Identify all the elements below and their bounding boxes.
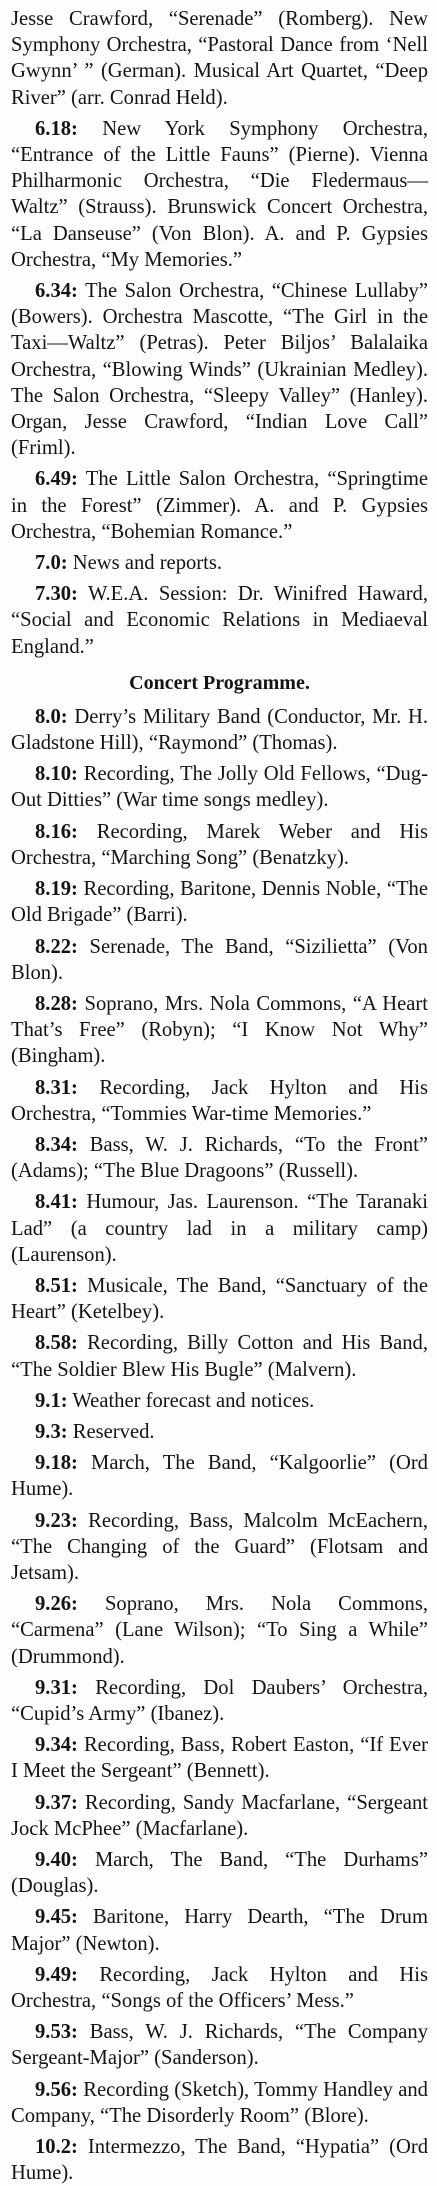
entry-time: 9.49: xyxy=(35,1963,78,1986)
programme-entry xyxy=(11,1591,428,1670)
entry-text: Recording, Bass, Robert Easton, “If Ever I Meet the Sergeant” (Bennett). xyxy=(11,1734,428,1783)
entry-text: Recording, Baritone, Dennis Noble, “The Old Brigade” (Barri). xyxy=(11,878,428,927)
entry-text: Recording, Bass, Malcolm McEachern, “The Changing of the Guard” (Flotsam and Jetsam). xyxy=(11,1509,428,1584)
programme-entry xyxy=(11,819,428,871)
entry-time: 9.31: xyxy=(35,1676,78,1699)
entry-text: Reserved. xyxy=(72,1420,155,1443)
entry-time: 9.23: xyxy=(35,1509,78,1532)
programme-entry xyxy=(11,1132,428,1184)
listing-entry xyxy=(11,581,428,660)
programme-entry xyxy=(11,1847,428,1899)
entry-time: 8.41: xyxy=(35,1191,78,1214)
entry-text: Weather forecast and notices. xyxy=(72,1389,315,1412)
programme-entry xyxy=(11,1330,428,1382)
programme-entry xyxy=(11,2019,428,2071)
listing-entry xyxy=(11,116,428,273)
entry-text: Recording, Billy Cotton and His Band, “The Soldier Blew His Bugle” (Malvern). xyxy=(11,1332,428,1381)
entry-time: 9.37: xyxy=(35,1791,78,1814)
entry-time: 8.34: xyxy=(35,1133,78,1156)
entry-time: 8.0: xyxy=(35,705,68,728)
programme-entry xyxy=(11,2134,428,2186)
section-heading: Concert Programme. xyxy=(129,671,310,694)
entry-text: Recording, The Jolly Old Fellows, “Dug-Out Ditties” (War time songs medley). xyxy=(11,763,428,812)
entry-time: 6.34: xyxy=(35,280,78,303)
programme-entry xyxy=(11,876,428,928)
entry-text: March, The Band, “The Durhams” (Douglas). xyxy=(11,1849,428,1898)
entry-text: Recording, Jack Hylton and His Orchestra, “Tommies War-time Memories.” xyxy=(11,1076,428,1125)
entry-text: Recording, Marek Weber and His Orchestra, “Marching Song” (Benatzky). xyxy=(11,820,428,869)
entry-time: 6.18: xyxy=(35,117,78,140)
programme-entry xyxy=(11,1508,428,1587)
entry-time: 9.40: xyxy=(35,1849,78,1871)
programme-entry xyxy=(11,1273,428,1325)
programme-entry xyxy=(11,1419,428,1445)
entry-time: 8.22: xyxy=(35,935,78,958)
entry-time: 7.0: xyxy=(35,552,68,575)
entry-text: Baritone, Harry Dearth, “The Drum Major” (Newton). xyxy=(11,1906,428,1955)
entry-text: The Salon Orchestra, “Chinese Lullaby” (Bowers). Orchestra Mascotte, “The Girl in the Taxi—Waltz” (Petras). Peter Biljos’ Balalaika Orchestra, “Blowing Winds” (Ukrainian Medley). The Salon Orchestra, “Sleepy Valley” (Hanley). Organ, Jesse Crawford, “Indian Love Call” (Friml). xyxy=(11,280,428,460)
listing-entry xyxy=(11,278,428,461)
entry-text: Jesse Crawford, “Serenade” (Romberg). New Symphony Orchestra, “Pastoral Dance from ‘Nell Gwynn’ ” (German). Musical Art Quartet, “Deep River” (arr. Conrad Held). xyxy=(11,8,428,109)
entry-text: The Little Salon Orchestra, “Springtime in the Forest” (Zimmer). A. and P. Gypsies Orchestra, “Bohemian Romance.” xyxy=(11,468,428,543)
entry-time: 9.26: xyxy=(35,1593,78,1616)
programme-entry xyxy=(11,1388,428,1414)
entry-time: 8.31: xyxy=(35,1076,78,1099)
entry-text: Soprano, Mrs. Nola Commons, “Carmena” (Lane Wilson); “To Sing a While” (Drummond). xyxy=(11,1593,428,1668)
entry-text: Recording (Sketch), Tommy Handley and Company, “The Disorderly Room” (Blore). xyxy=(11,2078,428,2127)
entry-time: 9.45: xyxy=(35,1906,78,1929)
listing-entry xyxy=(11,6,428,111)
entry-time: 8.51: xyxy=(35,1274,78,1297)
programme-entry xyxy=(11,1675,428,1727)
entry-text: Serenade, The Band, “Siziliettа” (Von Blon). xyxy=(11,935,428,984)
programme-entry xyxy=(11,2077,428,2129)
concert-programme xyxy=(11,704,428,2186)
programme-entry xyxy=(11,1790,428,1842)
evening-listings xyxy=(11,6,428,660)
entry-text: News and reports. xyxy=(72,552,223,575)
entry-time: 8.19: xyxy=(35,878,78,901)
programme-entry xyxy=(11,704,428,756)
entry-text: Humour, Jas. Laurenson. “The Taranaki Lad” (a country lad in a military camp) (Laurenson). xyxy=(11,1191,428,1266)
entry-time: 9.3: xyxy=(35,1420,68,1443)
programme-entry xyxy=(11,1904,428,1956)
entry-text: Recording, Dol Daubers’ Orchestra, “Cupid’s Army” (Ibanez). xyxy=(11,1676,428,1725)
entry-time: 8.10: xyxy=(35,763,78,786)
entry-time: 9.34: xyxy=(35,1734,78,1757)
entry-text: March, The Band, “Kalgoorlie” (Ord Hume). xyxy=(11,1452,428,1501)
entry-time: 8.58: xyxy=(35,1332,78,1355)
entry-time: 6.49: xyxy=(35,468,78,491)
entry-time: 8.28: xyxy=(35,992,78,1015)
programme-entry xyxy=(11,1075,428,1127)
programme-entry xyxy=(11,1732,428,1784)
entry-text: New York Symphony Orchestra, “Entrance of the Little Fauns” (Pierne). Vienna Philharmonic Orchestra, “Die Fledermaus—Waltz” (Strauss). Brunswick Concert Orchestra, “La Danseuse” (Von Blon). A. and P. Gypsies Orchestra, “My Memories.” xyxy=(11,117,428,271)
listing-entry xyxy=(11,550,428,576)
entry-text: Bass, W. J. Richards, “To the Front” (Adams); “The Blue Dragoons” (Russell). xyxy=(11,1133,428,1183)
entry-text: Intermezzo, The Band, “Hypatia” (Ord Hume). xyxy=(11,2136,428,2185)
programme-entry xyxy=(11,1189,428,1268)
entry-time: 9.18: xyxy=(35,1452,78,1475)
entry-time: 7.30: xyxy=(35,583,78,606)
programme-entry xyxy=(11,991,428,1070)
entry-text: Musicale, The Band, “Sanctuary of the Heart” (Ketelbey). xyxy=(11,1274,428,1324)
entry-text: Recording, Sandy Macfarlane, “Sergeant Jock McPhee” (Macfarlane). xyxy=(11,1791,429,1840)
listing-entry xyxy=(11,466,428,545)
entry-text: Recording, Jack Hylton and His Orchestra, “Songs of the Officers’ Mess.” xyxy=(11,1963,428,2013)
entry-text: Derry’s Military Band (Conductor, Mr. H. Gladstone Hill), “Raymond” (Thomas). xyxy=(11,705,428,755)
programme-entry xyxy=(11,934,428,986)
entry-text: Soprano, Mrs. Nola Commons, “A Heart That’s Free” (Robyn); “I Know Not Why” (Bingham). xyxy=(11,992,429,1068)
entry-time: 10.2: xyxy=(35,2136,78,2159)
programme-entry xyxy=(11,1962,428,2014)
programme-entry xyxy=(11,1450,428,1502)
entry-time: 8.16: xyxy=(35,820,78,843)
entry-text: W.E.A. Session: Dr. Winifred Haward, “Social and Economic Relations in Mediaeval England.” xyxy=(11,583,428,658)
entry-text: Bass, W. J. Richards, “The Company Sergeant-Major” (Sanderson). xyxy=(11,2021,428,2070)
entry-time: 9.56: xyxy=(35,2078,78,2101)
entry-time: 9.1: xyxy=(35,1389,68,1412)
programme-entry xyxy=(11,761,428,813)
entry-time: 9.53: xyxy=(35,2021,78,2044)
